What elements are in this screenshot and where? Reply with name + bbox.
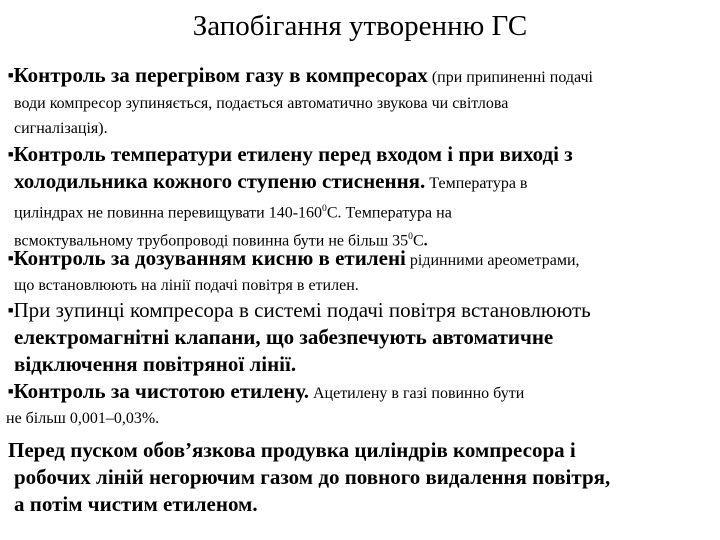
item-heading: Контроль за перегрівом газу в компресорах [13,63,428,87]
item-text: що встановлюють на лінії подачі повітря в етилен. [14,277,359,294]
item-text: сигналізація). [14,120,108,137]
bullet-item-compressor-stop [8,297,716,378]
item-text: не більш 0,001–0,03%. [6,410,160,427]
item-text: (при припиненні подачі [427,69,593,86]
final-paragraph [8,437,716,518]
item-heading: відключення повітряної лінії. [14,352,297,376]
final-line: Перед пуском обов’язкова продувка циліндрів компресора і [8,438,576,462]
item-heading: Контроль температури етилену перед входом і при виході з [13,142,573,166]
item-heading: Контроль за дозуванням кисню в етилені [13,246,406,270]
item-text: рідинними ареометрами, [405,252,580,269]
degree-sup: 0 [322,203,327,214]
square-bullet-icon: ■ [8,149,14,159]
item-heading: холодильника кожного ступеню стиснення. [14,169,426,193]
item-text: Ацетилену в газі повинно бути [308,385,525,402]
bullet-item-ethylene-purity [8,378,716,431]
square-bullet-icon: ■ [8,70,14,80]
final-line: а потім чистим етиленом. [14,492,258,516]
item-text: всмоктувальному трубопроводі повинна бути не більш 35 [14,232,409,250]
slide-title: Запобігання утворенню ГС [192,10,528,42]
bullet-item-compressor-overheat [8,62,716,141]
final-line: робочих ліній негорючим газом до повного видалення повітря, [14,465,611,489]
item-text: циліндрах не повинна перевищувати 140-160 [14,204,323,222]
item-text: Температура в [425,175,528,192]
item-text: . [423,232,428,250]
bullet-item-oxygen-dosing [8,245,716,298]
item-text: води компресор зупиняється, подається автоматично звукова чи світлова [14,95,509,112]
item-heading: При зупинці компресора в системі подачі повітря встановлюють [13,298,591,322]
item-text: С [412,232,424,250]
item-heading: електромагнітні клапани, що забезпечують автоматичне [14,325,554,349]
square-bullet-icon: ■ [8,305,14,315]
square-bullet-icon: ■ [8,386,14,396]
degree-sup: 0 [408,231,413,243]
square-bullet-icon: ■ [8,253,14,263]
item-text: С. Температура на [326,204,452,222]
bullet-item-ethylene-temperature [8,141,716,254]
item-heading: Контроль за чистотою етилену. [13,379,309,403]
